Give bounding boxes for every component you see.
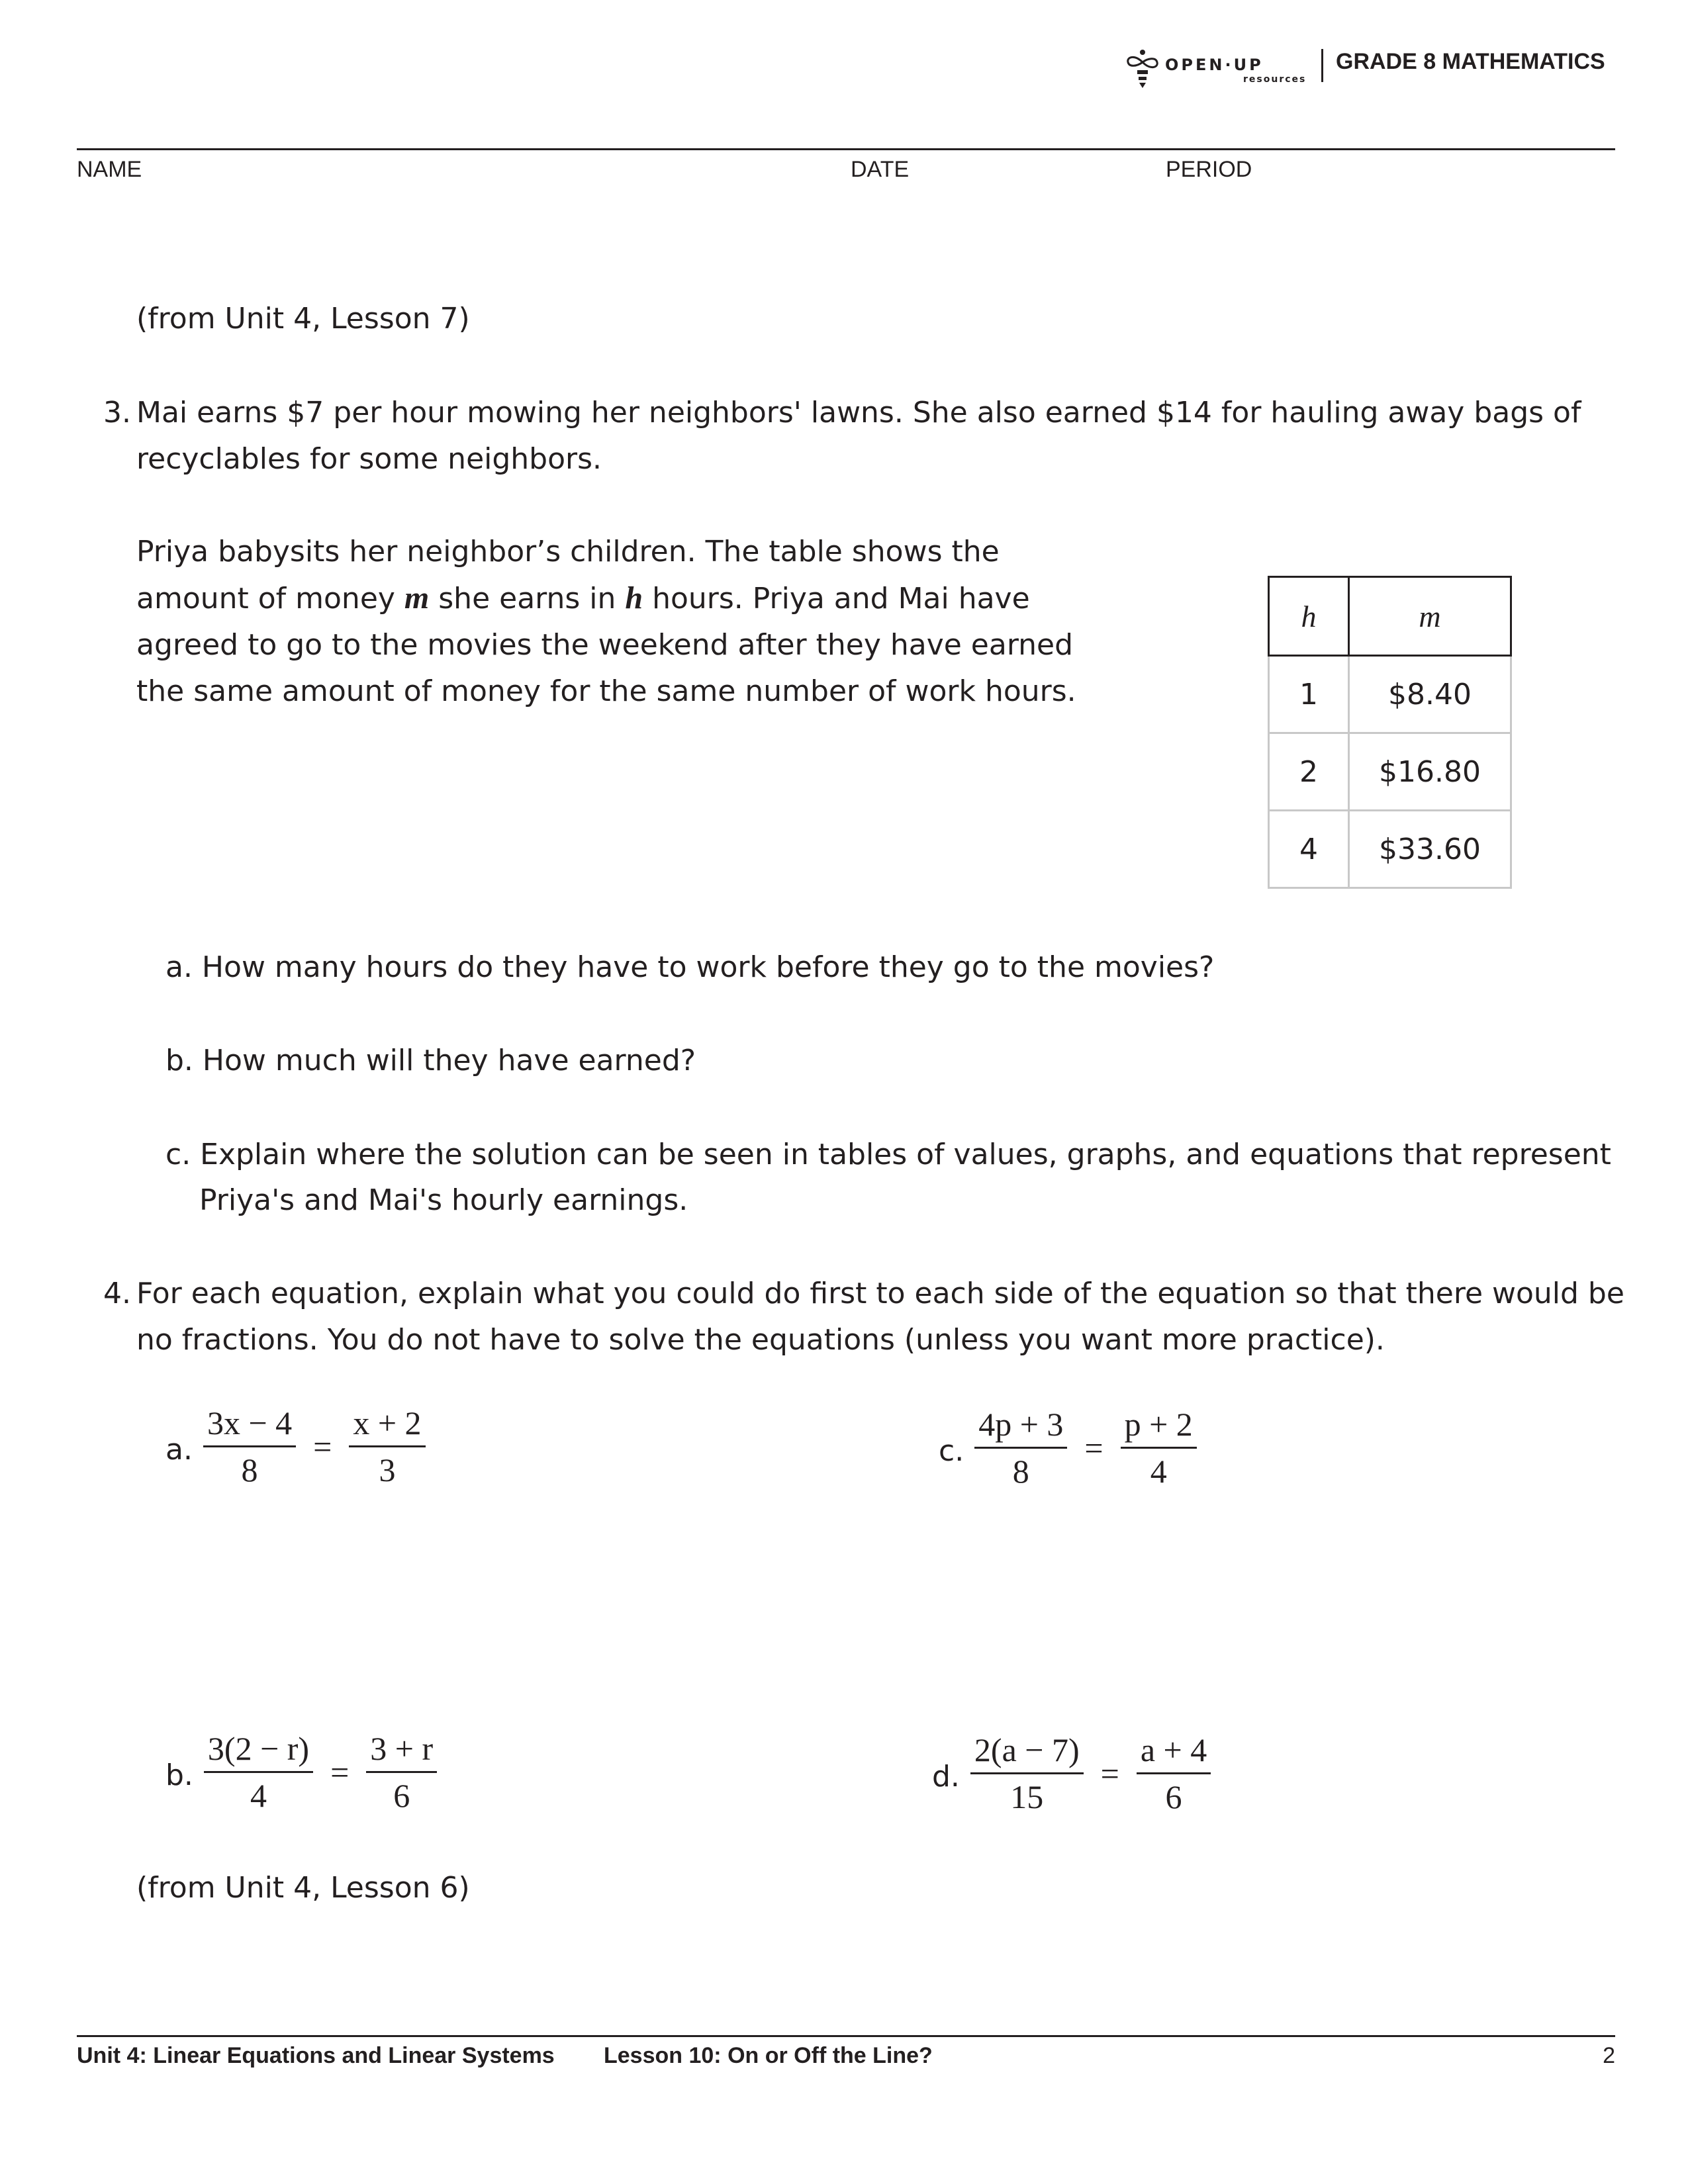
logo-subtext: resources: [1243, 74, 1307, 85]
equation-label: b.: [165, 1758, 193, 1792]
equals-sign: =: [1100, 1754, 1119, 1792]
footer-unit: Unit 4: Linear Equations and Linear Systems: [77, 2043, 555, 2068]
name-label: NAME: [77, 157, 142, 182]
numerator: 3(2 − r): [204, 1729, 313, 1773]
denominator: 4: [1150, 1453, 1167, 1490]
paragraph-line: agreed to go to the movies the weekend after they have earned: [136, 628, 1074, 662]
equals-sign: =: [1084, 1429, 1103, 1467]
denominator: 8: [241, 1451, 258, 1488]
denominator: 4: [250, 1777, 267, 1814]
fraction: [203, 1403, 296, 1490]
part-c-continued: Priya's and Mai's hourly earnings.: [199, 1183, 688, 1217]
table-cell: 4: [1269, 811, 1349, 888]
table-cell: $33.60: [1349, 811, 1511, 888]
date-label: DATE: [851, 157, 910, 182]
text: amount of money: [136, 582, 404, 615]
table-cell: $16.80: [1349, 733, 1511, 811]
question-paragraph: [136, 529, 1076, 715]
equals-sign: =: [330, 1753, 350, 1791]
numerator: 3 + r: [366, 1729, 437, 1773]
denominator: 6: [1165, 1778, 1182, 1815]
source-note: (from Unit 4, Lesson 6): [136, 1871, 470, 1905]
paragraph-line: [136, 575, 1076, 622]
table-row: [1269, 656, 1511, 733]
source-note: (from Unit 4, Lesson 7): [136, 302, 470, 336]
variable-m: m: [404, 580, 430, 615]
denominator: 3: [379, 1451, 396, 1488]
question-text: recyclables for some neighbors.: [136, 442, 602, 476]
table-header-row: [1269, 577, 1511, 656]
table-cell: 2: [1269, 733, 1349, 811]
page-number: 2: [1603, 2043, 1615, 2068]
question-text: For each equation, explain what you could do first to each side of the equation so that there would be: [136, 1277, 1624, 1310]
column-header-h: h: [1269, 577, 1349, 656]
course-title: GRADE 8 MATHEMATICS: [1336, 49, 1605, 74]
equals-sign: =: [313, 1428, 332, 1465]
numerator: 3x − 4: [203, 1403, 296, 1447]
numerator: 2(a − 7): [970, 1730, 1084, 1774]
question-text: Mai earns $7 per hour mowing her neighbors' lawns. She also earned $14 for hauling away bags of: [136, 396, 1581, 430]
denominator: 6: [393, 1777, 410, 1814]
equation-label: d.: [932, 1760, 960, 1794]
footer-rule: [77, 2035, 1615, 2037]
equation-label: c.: [939, 1434, 964, 1468]
fraction: [974, 1404, 1067, 1491]
question-number: 4.: [103, 1277, 131, 1310]
numerator: 4p + 3: [974, 1404, 1067, 1449]
bee-icon: [1125, 49, 1160, 89]
denominator: 15: [1010, 1778, 1044, 1815]
equation-b: [165, 1729, 437, 1815]
denominator: 8: [1012, 1453, 1029, 1490]
equation-label: a.: [165, 1433, 193, 1467]
variable-h: h: [625, 580, 643, 615]
question-text: no fractions. You do not have to solve the equations (unless you want more practice).: [136, 1323, 1385, 1357]
column-header-m: m: [1349, 577, 1511, 656]
numerator: p + 2: [1121, 1404, 1197, 1449]
part-c: c. Explain where the solution can be seen in tables of values, graphs, and equations that represent: [165, 1138, 1611, 1171]
numerator: a + 4: [1137, 1730, 1211, 1774]
question-number: 3.: [103, 396, 131, 430]
equation-c: [939, 1404, 1197, 1491]
logo-text: OPEN·UP: [1165, 56, 1264, 74]
fraction: [1121, 1404, 1197, 1491]
table-cell: $8.40: [1349, 656, 1511, 733]
equation-a: [165, 1403, 426, 1490]
equation-d: [932, 1730, 1211, 1817]
header-divider: [1321, 49, 1323, 82]
text: hours. Priya and Mai have: [643, 582, 1030, 615]
table-cell: 1: [1269, 656, 1349, 733]
table-row: [1269, 811, 1511, 888]
fraction: [204, 1729, 313, 1815]
paragraph-line: Priya babysits her neighbor’s children. The table shows the: [136, 535, 1000, 569]
fraction: [349, 1403, 425, 1490]
part-b: b. How much will they have earned?: [165, 1044, 696, 1077]
numerator: x + 2: [349, 1403, 425, 1447]
fraction: [970, 1730, 1084, 1817]
part-a: a. How many hours do they have to work before they go to the movies?: [165, 950, 1215, 984]
earnings-table: [1268, 576, 1512, 889]
text: she earns in: [429, 582, 626, 615]
open-up-resources-logo: [1125, 49, 1306, 89]
table-row: [1269, 733, 1511, 811]
paragraph-line: the same amount of money for the same number of work hours.: [136, 674, 1076, 708]
fraction: [1137, 1730, 1211, 1817]
footer-lesson: Lesson 10: On or Off the Line?: [604, 2043, 933, 2068]
fraction: [366, 1729, 437, 1815]
period-label: PERIOD: [1166, 157, 1252, 182]
header-rule: [77, 148, 1615, 150]
